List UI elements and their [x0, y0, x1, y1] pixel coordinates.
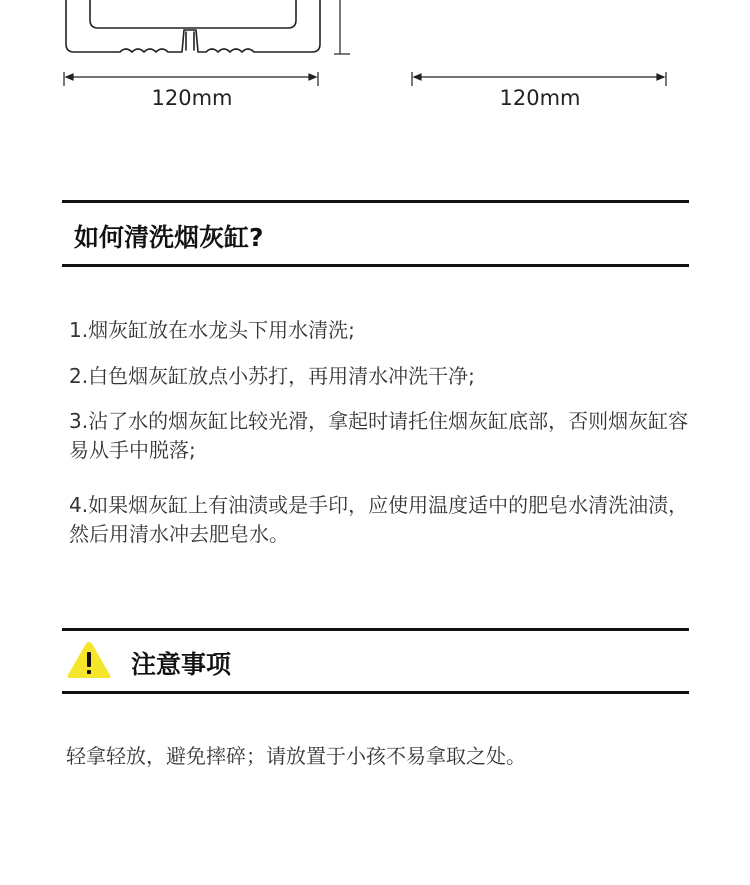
cleaning-section-top-rule: [62, 200, 689, 203]
notice-section-bottom-rule: [62, 691, 689, 694]
cleaning-step-3: 3.沾了水的烟灰缸比较光滑，拿起时请托住烟灰缸底部，否则烟灰缸容易从手中脱落;: [69, 409, 689, 462]
width-label-right: 120mm: [499, 86, 581, 110]
notice-section-top-rule: [62, 628, 689, 631]
notice-section-title: 注意事项: [131, 650, 232, 679]
width-label-left: 120mm: [151, 86, 233, 110]
cleaning-section-title: 如何清洗烟灰缸?: [74, 223, 264, 252]
warning-icon: [66, 640, 112, 680]
cleaning-section-bottom-rule: [62, 264, 689, 267]
ashtray-outline-drawing: [0, 0, 750, 70]
notice-text: 轻拿轻放，避免摔碎；请放置于小孩不易拿取之处。: [66, 744, 526, 768]
cleaning-step-2: 2.白色烟灰缸放点小苏打，再用清水冲洗干净;: [69, 364, 475, 388]
cleaning-step-1: 1.烟灰缸放在水龙头下用水清洗;: [69, 318, 355, 342]
cleaning-step-4: 4.如果烟灰缸上有油渍或是手印，应使用温度适中的肥皂水清洗油渍，然后用清水冲去肥皂水。: [69, 493, 689, 546]
